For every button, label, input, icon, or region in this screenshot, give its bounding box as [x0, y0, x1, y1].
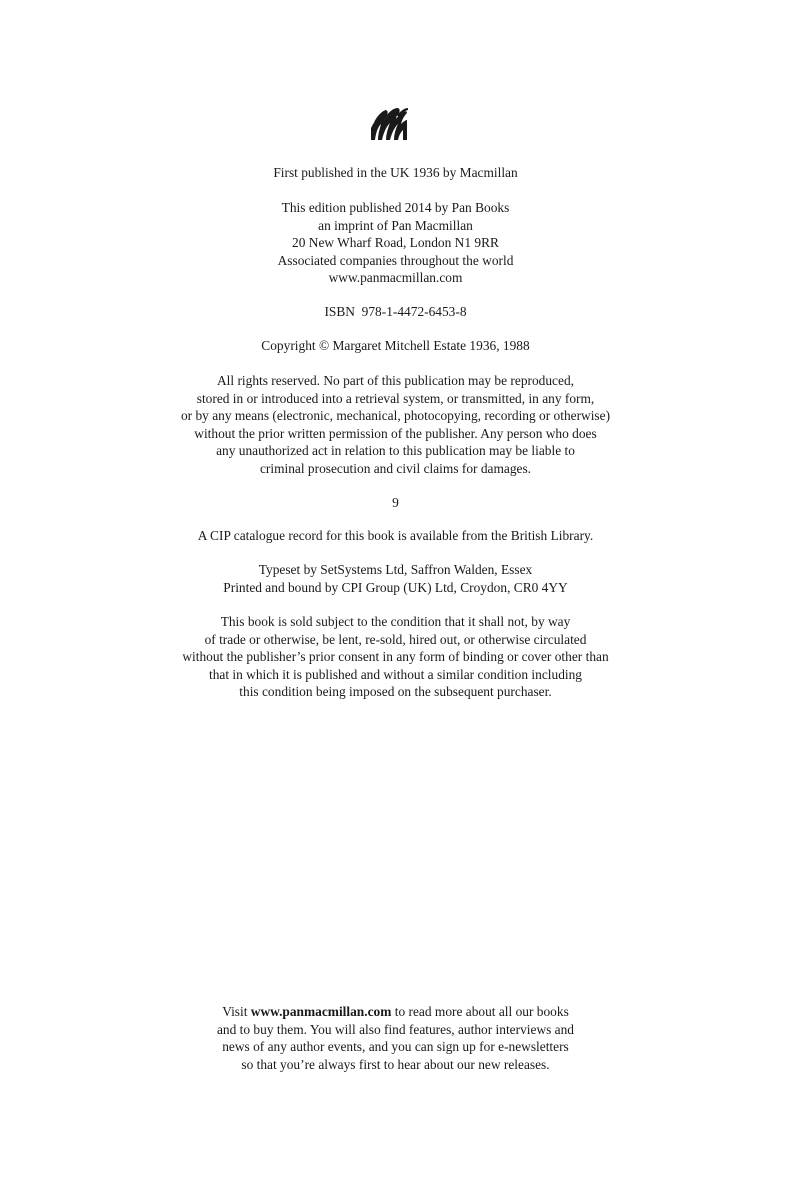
edition-line: 20 New Wharf Road, London N1 9RR — [292, 235, 499, 251]
edition-line: Associated companies throughout the world — [277, 252, 514, 268]
edition-line: an imprint of Pan Macmillan — [318, 217, 473, 233]
visit-website-link[interactable]: www.panmacmillan.com — [250, 1004, 392, 1019]
visit-line: news of any author events, and you can sign up for e-newsletters — [222, 1039, 569, 1055]
rights-line: stored in or introduced into a retrieval system, or transmitted, in any form, — [196, 390, 595, 406]
condition-block — [0, 613, 791, 701]
printed-line: Printed and bound by CPI Group (UK) Ltd, Croydon, CR0 4YY — [223, 579, 568, 595]
condition-line: of trade or otherwise, be lent, re-sold, hired out, or otherwise circulated — [204, 631, 587, 647]
first-published-line: First published in the UK 1936 by Macmillan — [273, 165, 518, 180]
visit-line: and to buy them. You will also find features, author interviews and — [216, 1021, 575, 1037]
rights-line: without the prior written permission of the publisher. Any person who does — [194, 425, 597, 441]
rights-line: or by any means (electronic, mechanical, photocopying, recording or otherwise) — [180, 408, 611, 424]
edition-line: This edition published 2014 by Pan Books — [281, 200, 510, 215]
print-line-block — [0, 494, 791, 512]
isbn-block — [0, 303, 791, 321]
typeset-block — [0, 561, 791, 596]
condition-line: This book is sold subject to the condition that it shall not, by way — [220, 614, 571, 629]
rights-line: All rights reserved. No part of this publication may be reproduced, — [217, 373, 574, 388]
isbn: ISBN 978-1-4472-6453-8 — [324, 304, 467, 319]
rights-block — [0, 372, 791, 478]
macmillan-logo-icon — [369, 106, 409, 142]
visit-line: so that you’re always first to hear about our new releases. — [241, 1056, 550, 1072]
condition-line: this condition being imposed on the subsequent purchaser. — [239, 684, 552, 700]
visit-prefix: Visit — [222, 1004, 251, 1019]
typeset-line: Typeset by SetSystems Ltd, Saffron Walden, Essex — [258, 562, 533, 577]
rights-line: criminal prosecution and civil claims for damages. — [259, 460, 532, 476]
cip-record: A CIP catalogue record for this book is available from the British Library. — [197, 528, 594, 543]
copyright-block — [0, 337, 791, 355]
visit-suffix: to read more about all our books — [391, 1004, 569, 1019]
visit-block — [0, 1003, 791, 1073]
copyright-notice: Copyright © Margaret Mitchell Estate 1936, 1988 — [261, 338, 530, 353]
rights-line: any unauthorized act in relation to this publication may be liable to — [216, 443, 575, 459]
cip-block — [0, 527, 791, 545]
condition-line: without the publisher’s prior consent in any form of binding or cover other than — [182, 649, 609, 665]
edition-website: www.panmacmillan.com — [328, 270, 463, 286]
first-published — [0, 164, 791, 182]
print-line: 9 — [392, 495, 399, 510]
visit-line — [0, 1003, 791, 1021]
edition-block — [0, 199, 791, 287]
condition-line: that in which it is published and without a similar condition including — [208, 666, 583, 682]
